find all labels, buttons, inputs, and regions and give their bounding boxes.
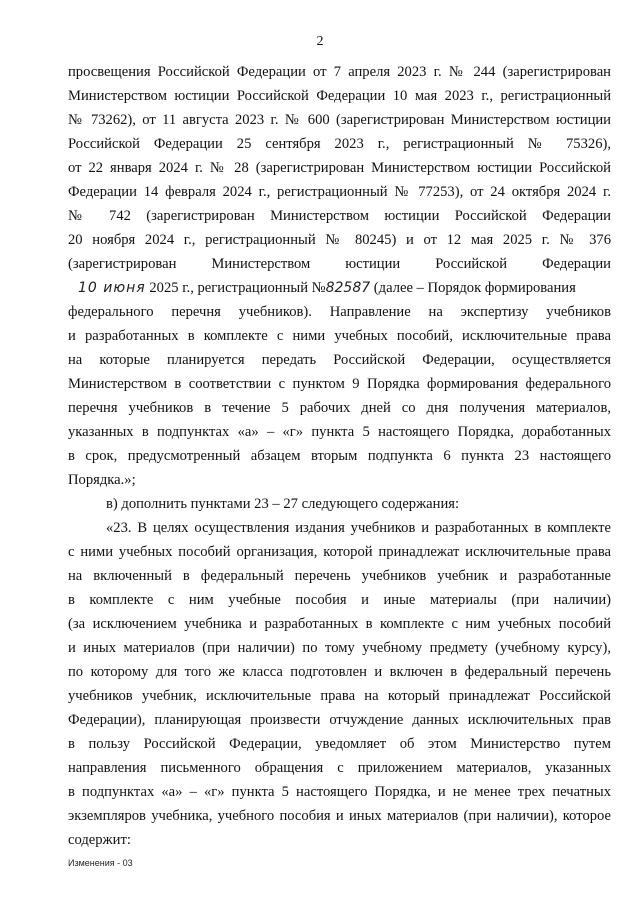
text-line: в) дополнить пунктами 23 – 27 следующего содержания: (106, 496, 460, 512)
page-number: 2 (316, 34, 324, 49)
text-line: в срок, предусмотренный абзацем вторым подпункта 6 пункта 23 настоящего (68, 448, 611, 464)
text-line: Российской Федерации 25 сентября 2023 г., регистрационный № 75326), (68, 136, 611, 152)
text-line: (за исключением учебника и разработанных в комплекте с ним учебных пособий (68, 616, 611, 632)
text-fragment: (далее – Порядок формирования (370, 280, 576, 296)
text-line: в подпунктах «а» – «г» пункта 5 настоящего Порядка, и не менее трех печатных (68, 784, 611, 800)
text-line: федерального перечня учебников). Направление на экспертизу учебников (68, 304, 611, 320)
text-line: перечня учебников в течение 5 рабочих дней со дня получения материалов, (68, 400, 611, 416)
text-fragment: 2025 г., регистрационный № (145, 280, 326, 296)
text-line: в пользу Российской Федерации, уведомляет об этом Министерство путем (68, 736, 611, 752)
handwritten-date: 10 июня (78, 280, 146, 296)
text-line: учебников учебник, исключительные права на который принадлежат Российской (68, 688, 611, 704)
text-line: № 73262), от 11 августа 2023 г. № 600 (зарегистрирован Министерством юстиции (68, 112, 611, 128)
text-line: экземпляров учебника, учебного пособия и иных материалов (при наличии), которое (68, 808, 611, 824)
text-line: Министерством юстиции Российской Федерации 10 мая 2023 г., регистрационный (68, 88, 611, 104)
text-line: и иных материалов (при наличии) по тому учебному предмету (учебному курсу), (68, 640, 611, 656)
text-line: указанных в подпунктах «а» – «г» пункта 5 настоящего Порядка, доработанных (68, 424, 611, 440)
text-line: Министерством в соответствии с пунктом 9 Порядка формирования федерального (68, 376, 611, 392)
text-line: просвещения Российской Федерации от 7 апреля 2023 г. № 244 (зарегистрирован (68, 64, 611, 80)
text-line: «23. В целях осуществления издания учебников и разработанных в комплекте (106, 520, 611, 536)
text-line-handwritten (68, 278, 611, 298)
text-line: Порядка.»; (68, 472, 136, 488)
text-line: и разработанных в комплекте с ними учебных пособий, исключительные права (68, 328, 611, 344)
text-line: направления письменного обращения с приложением материалов, указанных (68, 760, 611, 776)
text-line: на которые планируется передать Российской Федерации, осуществляется (68, 352, 611, 368)
text-line: № 742 (зарегистрирован Министерством юстиции Российской Федерации (68, 208, 611, 224)
text-line: Федерации), планирующая произвести отчуждение данных исключительных прав (68, 712, 611, 728)
footer-note: Изменения - 03 (68, 858, 133, 868)
text-line: от 22 января 2024 г. № 28 (зарегистрирован Министерством юстиции Российской (68, 160, 611, 176)
text-line: Федерации 14 февраля 2024 г., регистрационный № 77253), от 24 октября 2024 г. (68, 184, 611, 200)
text-line: по которому для того же класса подготовлен и включен в федеральный перечень (68, 664, 611, 680)
text-line: 20 ноября 2024 г., регистрационный № 80245) и от 12 мая 2025 г. № 376 (68, 232, 611, 248)
text-line: на включенный в федеральный перечень учебников учебник и разработанные (68, 568, 611, 584)
text-line: (зарегистрирован Министерством юстиции Российской Федерации (68, 256, 611, 272)
handwritten-number: 82587 (325, 280, 371, 296)
text-line: в комплекте с ним учебные пособия и иные материалы (при наличии) (68, 592, 611, 608)
text-line: содержит: (68, 832, 131, 848)
text-line: с ними учебных пособий организация, которой принадлежат исключительные права (68, 544, 611, 560)
